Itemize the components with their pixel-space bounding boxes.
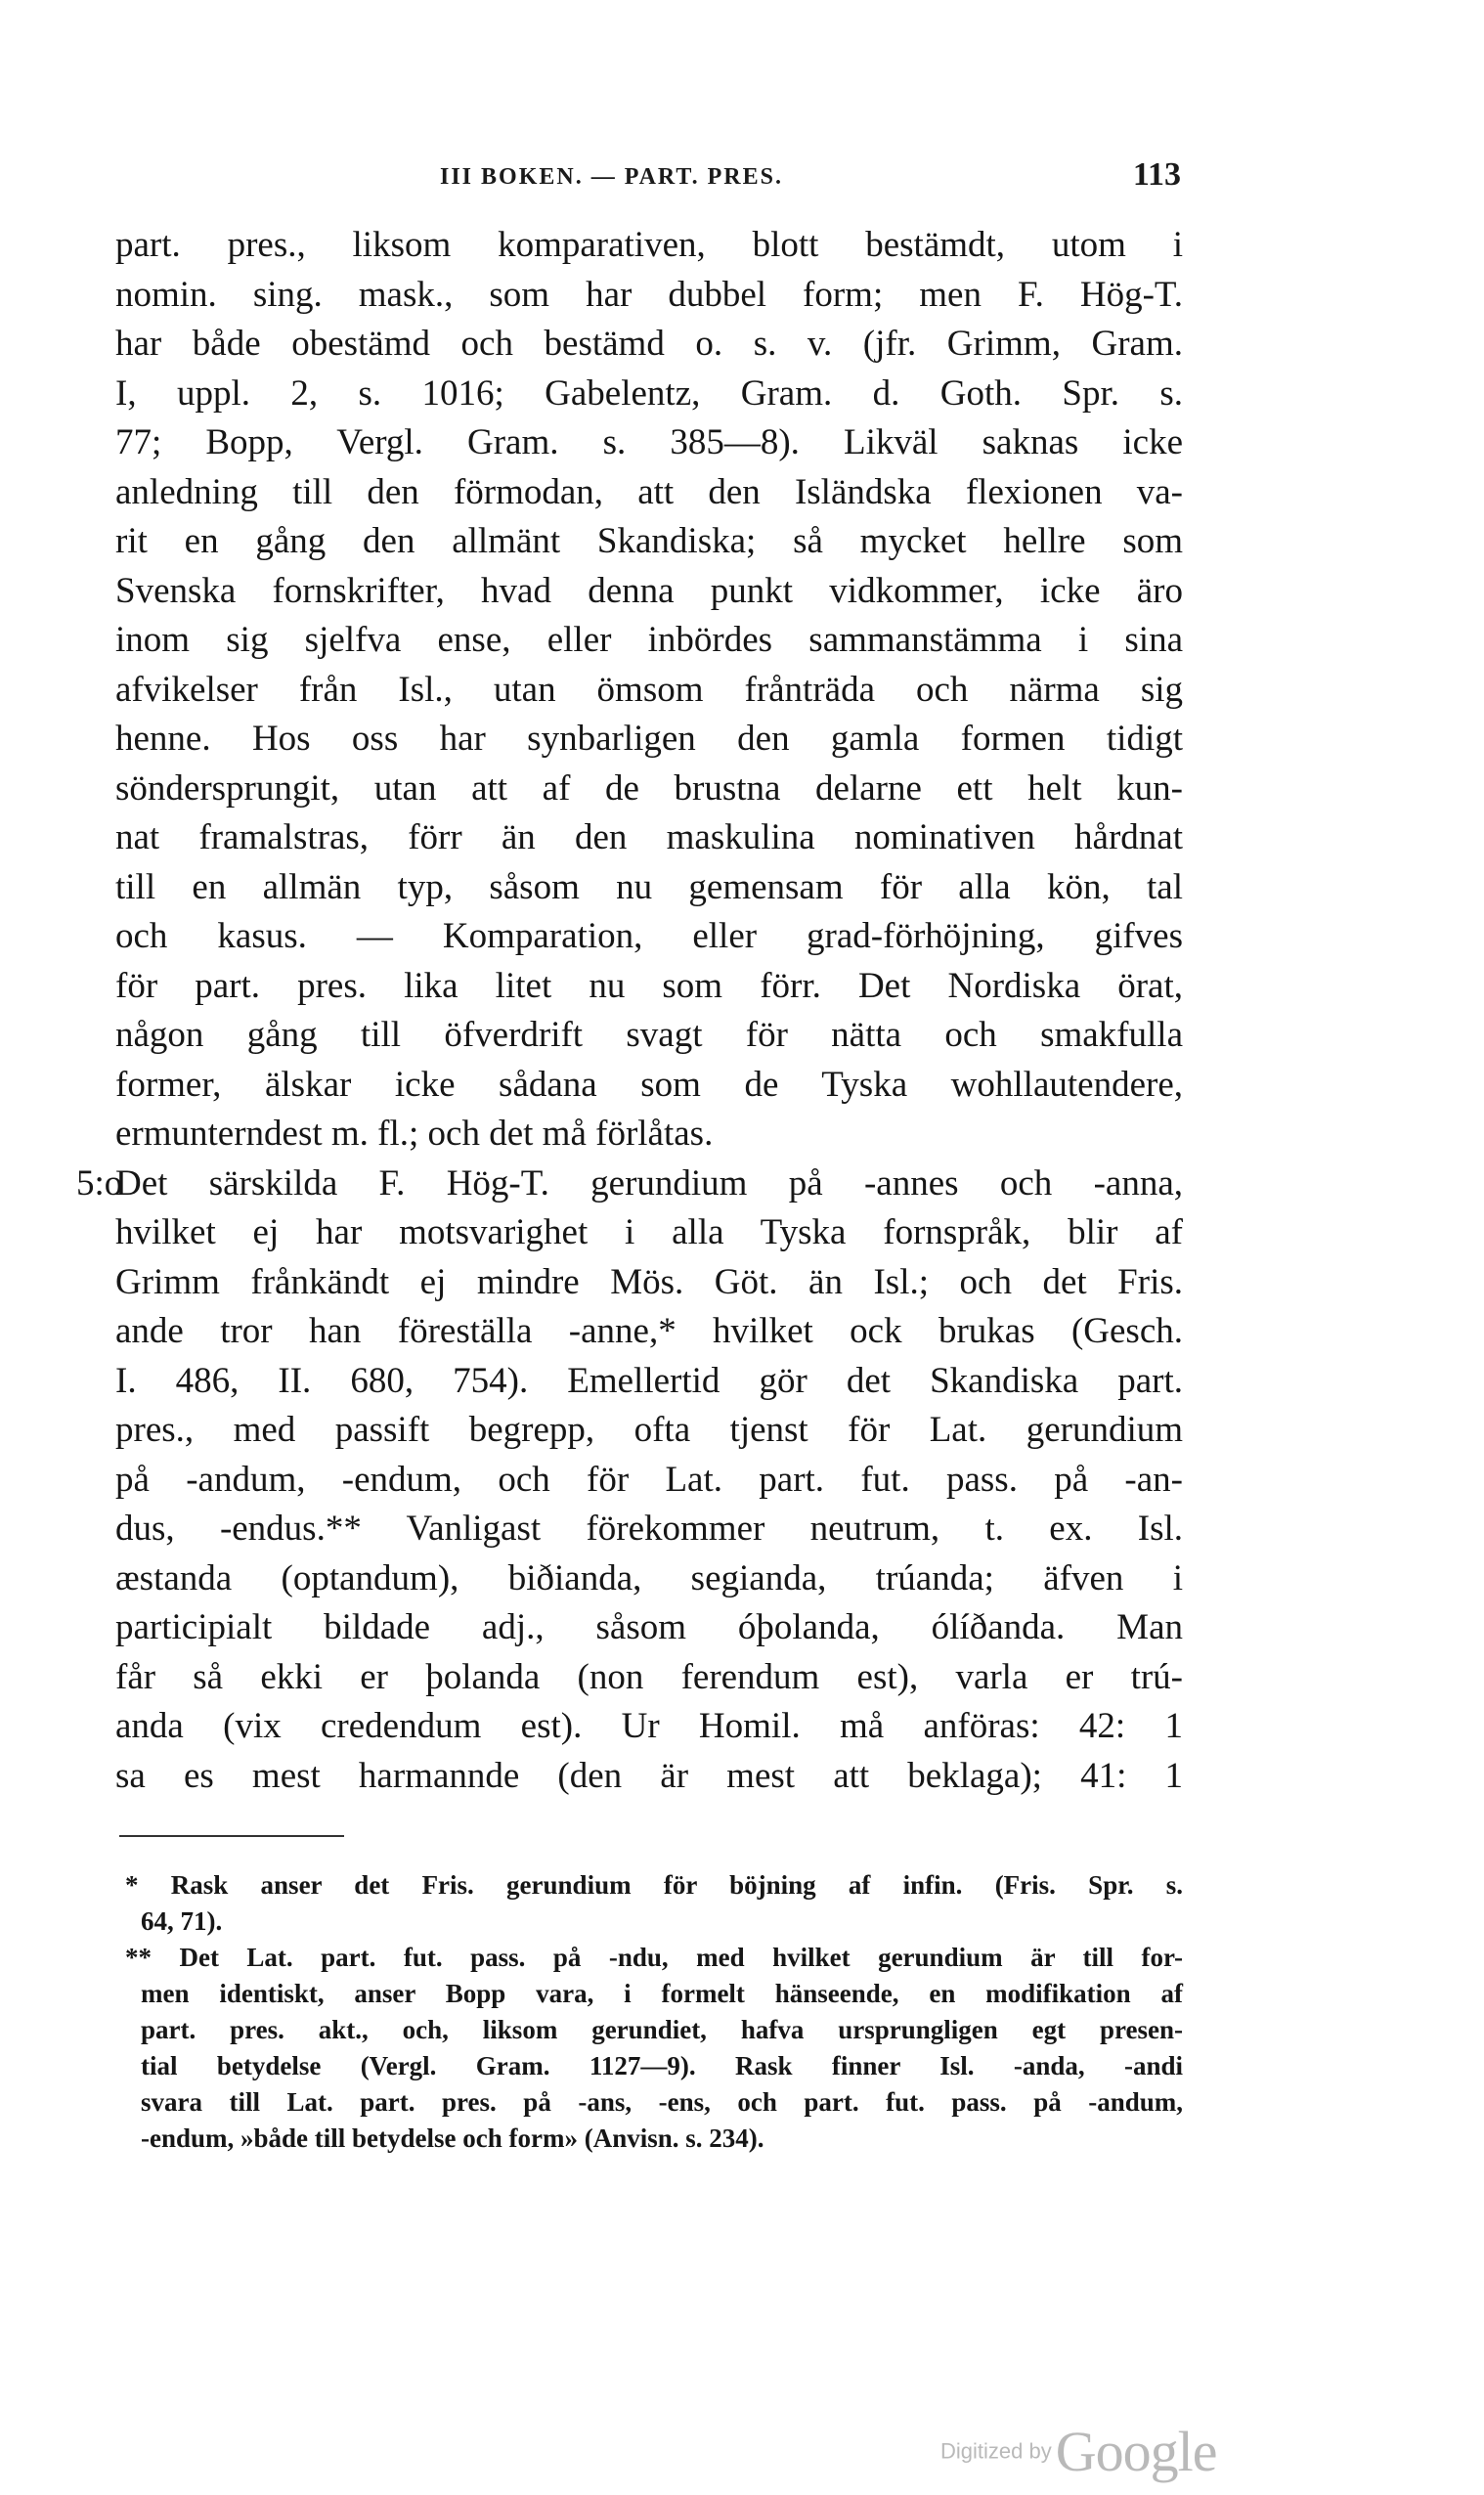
- text-line: pres., med passift begrepp, ofta tjenst för Lat. gerundium: [115, 1410, 1183, 1450]
- text-line: söndersprungit, utan att af de brustna delarne ett helt kun-: [115, 767, 1183, 809]
- text-line: former, älskar icke sådana som de Tyska wohllautendere,: [115, 1064, 1183, 1105]
- text-line: Svenska fornskrifter, hvad denna punkt vidkommer, icke äro: [115, 570, 1183, 611]
- watermark-logo-text: Google: [1055, 2420, 1217, 2483]
- digitized-watermark: [940, 2419, 1216, 2484]
- footnote-line: * Rask anser det Fris. gerundium för böjning af infin. (Fris. Spr. s.: [125, 1870, 1183, 1900]
- running-title: III BOKEN. — PART. PRES.: [440, 164, 783, 190]
- text-line: æstanda (optandum), biðianda, segianda, trúanda; äfven i: [115, 1557, 1183, 1598]
- text-line: afvikelser från Isl., utan ömsom frånträda och närma sig: [115, 669, 1183, 710]
- body-text: [76, 221, 1183, 1801]
- text-line: någon gång till öfverdrift svagt för nätta och smakfulla: [115, 1015, 1183, 1055]
- footnote-divider: [119, 1835, 344, 1837]
- text-line: part. pres., liksom komparativen, blott bestämdt, utom i: [115, 225, 1183, 265]
- text-line: 77; Bopp, Vergl. Gram. s. 385—8). Likväl saknas icke: [115, 422, 1183, 462]
- text-line: rit en gång den allmänt Skandiska; så mycket hellre som: [115, 521, 1183, 561]
- text-line: Det särskilda F. Hög-T. gerundium på -annes och -anna,: [115, 1162, 1183, 1204]
- text-line: får så ekki er þolanda (non ferendum est), varla er trú-: [115, 1656, 1183, 1697]
- text-line: på -andum, -endum, och för Lat. part. fut. pass. på -an-: [115, 1459, 1183, 1500]
- text-line: hvilket ej har motsvarighet i alla Tyska fornspråk, blir af: [115, 1212, 1183, 1252]
- text-line: till en allmän typ, såsom nu gemensam för alla kön, tal: [115, 866, 1183, 907]
- section-number: 5:o: [76, 1162, 123, 1204]
- footnote-line: tial betydelse (Vergl. Gram. 1127—9). Rask finner Isl. -anda, -andi: [141, 2051, 1183, 2080]
- text-line: I, uppl. 2, s. 1016; Gabelentz, Gram. d. Goth. Spr. s.: [115, 372, 1183, 414]
- footnote-line: part. pres. akt., och, liksom gerundiet, hafva ursprungligen egt presen-: [141, 2015, 1183, 2044]
- text-line: inom sig sjelfva ense, eller inbördes sammanstämma i sina: [115, 620, 1183, 660]
- text-line: anledning till den förmodan, att den Isländska flexionen va-: [115, 471, 1183, 512]
- text-line: Grimm frånkändt ej mindre Mös. Göt. än Isl.; och det Fris.: [115, 1261, 1183, 1302]
- footnote-line: men identiskt, anser Bopp vara, i formelt hänseende, en modifikation af: [141, 1979, 1183, 2008]
- footnote-line: -endum, »både till betydelse och form» (Anvisn. s. 234).: [141, 2123, 764, 2153]
- page-number: 113: [1132, 156, 1181, 193]
- text-line: ermunterndest m. fl.; och det må förlåtas.: [115, 1114, 714, 1154]
- text-line: henne. Hos oss har synbarligen den gamla formen tidigt: [115, 719, 1183, 759]
- footnote-line: svara till Lat. part. pres. på -ans, -ens, och part. fut. pass. på -andum,: [141, 2087, 1183, 2117]
- text-line: ande tror han föreställa -anne,* hvilket ock brukas (Gesch.: [115, 1311, 1183, 1351]
- section-line: [76, 1160, 1183, 1209]
- text-line: har både obestämd och bestämd o. s. v. (jfr. Grimm, Gram.: [115, 324, 1183, 364]
- text-line: anda (vix credendum est). Ur Homil. må anföras: 42: 1: [115, 1706, 1183, 1746]
- text-line: dus, -endus.** Vanligast förekommer neutrum, t. ex. Isl.: [115, 1509, 1183, 1549]
- text-line: och kasus. — Komparation, eller grad-förhöjning, gifves: [115, 916, 1183, 956]
- text-line: participialt bildade adj., såsom óþolanda, ólíðanda. Man: [115, 1607, 1183, 1647]
- text-line: I. 486, II. 680, 754). Emellertid gör det Skandiska part.: [115, 1360, 1183, 1401]
- footnote-line: ** Det Lat. part. fut. pass. på -ndu, med hvilket gerundium är till for-: [125, 1943, 1183, 1972]
- footnotes: [125, 1867, 1183, 2157]
- text-line: för part. pres. lika litet nu som förr. Det Nordiska örat,: [115, 965, 1183, 1006]
- text-line: nat framalstras, förr än den maskulina nominativen hårdnat: [115, 817, 1183, 857]
- text-line: nomin. sing. mask., som har dubbel form; men F. Hög-T.: [115, 274, 1183, 315]
- text-line: sa es mest harmannde (den är mest att beklaga); 41: 1: [115, 1755, 1183, 1796]
- footnote-line: 64, 71).: [141, 1906, 223, 1936]
- watermark-small-text: Digitized by: [940, 2438, 1052, 2464]
